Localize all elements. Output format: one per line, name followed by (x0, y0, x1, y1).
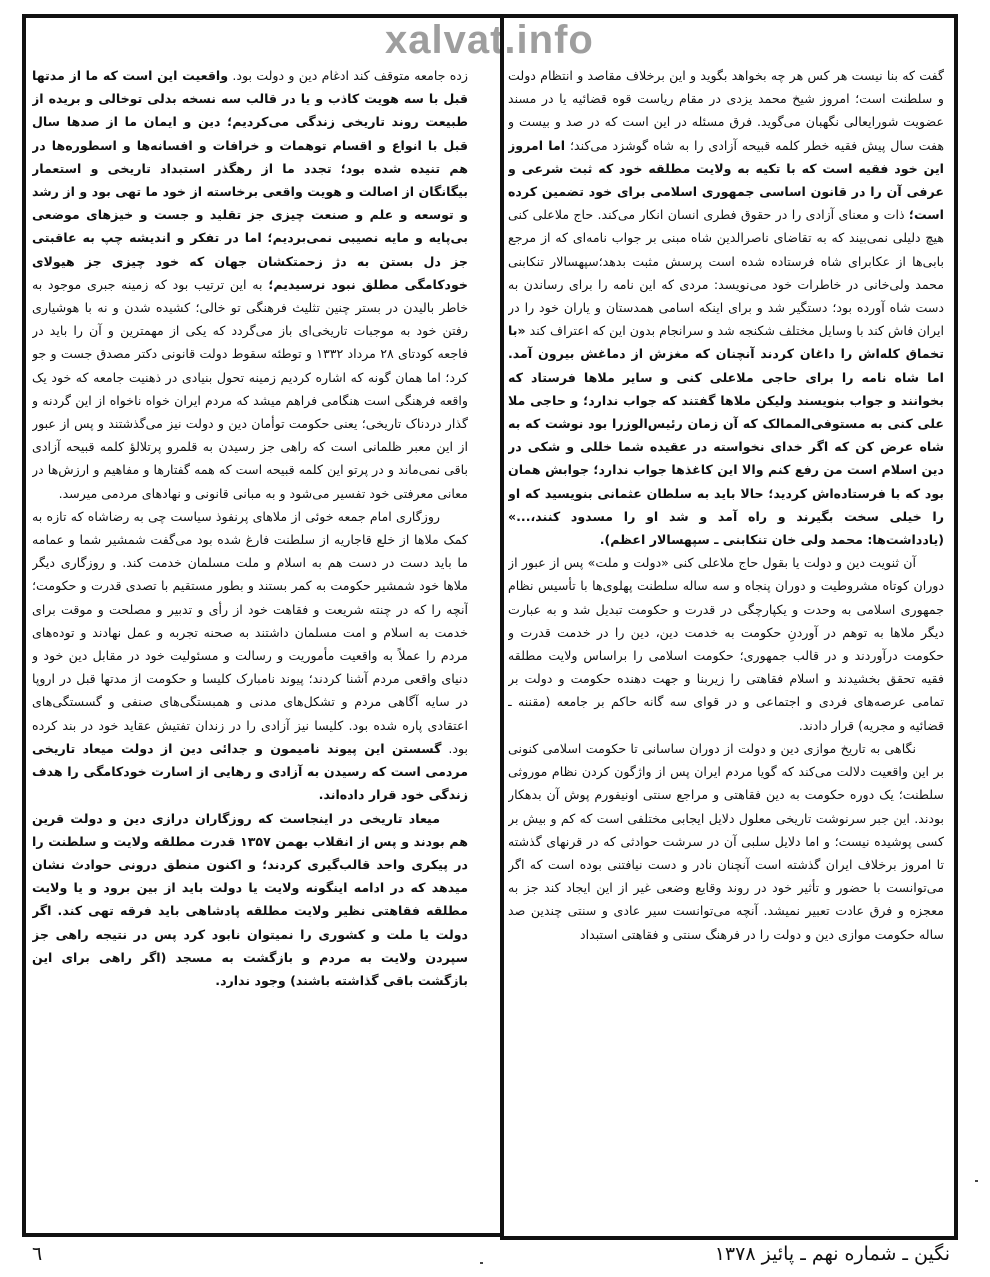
text-run: ذات و معنای آزادی را در حقوق فطری انسان انکار می‌کند. حاج ملاعلی کنی هیچ دلیلی نمی‌بیند که به تقاضای ناصرالدین شاه مبنی بر جواب نامه‌ای که از مرجع بابی‌ها از عکابرای شاه فرستاده شده است پرسش مثبت بدهد؛سپهسالار تنکابنی محمد ولی‌خانی در خاطرات خود می‌نویسد: مردی که این نامه را برای رساندن به دست شاه آورده بود؛ دستگیر شد و برای اینکه اسامی همدستان و یاران خود را در ایران فاش کند با وسایل مختلف شکنجه شد و سرانجام بدون این که اعتراف کند (508, 207, 944, 339)
text-run-bold: گسستن این پیوند نامیمون و جدائی دین از دولت میعاد تاریخی مردمی است که رسیدن به آزادی و رهایی از اسارت خودکامگی را هدف زندگی خود قرار داده‌اند. (32, 740, 468, 803)
scan-speck (975, 1180, 978, 1182)
citation: (یادداشت‌ها: محمد ولی خان تنکابنی ـ سپهسالار اعظم). (599, 532, 944, 548)
text-run-bold: واقعیت این است که ما از مدتها قبل با سه هویت کاذب و یا در قالب سه نسخه بدلی توخالی و بریده از طبیعت روند تاریخی زندگی می‌کردیم؛ دین و ایمان ما از صدها سال قبل با انواع و اقسام توهمات و خرافات و افسانه‌ها و اسطوره‌ها در هم تنیده شده بود؛ تجدد ما از رهگذر استبداد تاریخی و استعمار بیگانگان از اصالت و هویت واقعی برخاسته از خود ما تهی بود و از رشد و توسعه و علم و صنعت چیزی جز تقلید و جست و خیزهای موضعی بی‌پایه و مایه نصیبی نمی‌بردیم؛ اما در تفکر و اندیشه چپ به عاقبتی جز دل بستن به دژ زحمتکشان جهان که خود چیزی جز هیولای خودکامگی مطلق نبود نرسیدیم؛ (32, 68, 468, 292)
paragraph-1 (32, 64, 468, 505)
paragraph-2: آن ثنویت دین و دولت یا بقول حاج ملاعلی کنی «دولت و ملت» پس از عبور از دوران کوتاه مشروطیت و دوران پنجاه و سه ساله سلطنت پهلوی‌ها با تأسیس نظام جمهوری اسلامی به وحدت و یکپارچگی در قدرت و حکومت تبدیل شد و به عبارت دیگر ملاها به توهم در آوردنِ حکومت به خدمت دین، دین را در خدمت قدرت و حکومت درآوردند و در قالب جمهوری؛ حکومت اسلامی را براساس ولایت مطلقه فقیه تحقق بخشیدند و اسلام فقاهتی را زیربنا و جهت دهنده حکومت و دولت بر تمامی عرصه‌های فردی و اجتماعی و در قوای سه گانه حاکم بر جامعه (مقننه ـ قضائیه و مجریه) قرار دادند. (508, 555, 944, 733)
left-column (32, 64, 468, 1232)
scan-speck (480, 1262, 483, 1264)
text-run: به این ترتیب بود که زمینه جبری موجود به خاطر بالیدن در بستر چنین تثلیث فرهنگی تو خالی؛ کشیده شدن و نه با هوشیاری رفتن خود به موجبات تاریخی‌ای باز می‌گردد که یکی از مهمترین و آن را باید در فاجعه کودتای ۲۸ مرداد ۱۳۳۲ و توطئه سقوط دولت قانونی دکتر مصدق جست و جو کرد؛ اما همان گونه که اشاره کردیم زمینه تحول بنیادی در ذهنیت جامعه که خود یک واقعه فرهنگی است هنگامی فراهم میشد که مردم ایران خواه ناخواه از این گردنه و گذار دردناک تاریخی؛ یعنی حکومت توأمان دین و دولت نیز می‌گذشتند و پس از عبور از این معبر ظلمانی است که راهی جز رسیدن به قلمرو پرتلالؤ کلمه قبیحه آزادی باقی نمی‌ماند و در پرتو این کلمه قبیحه است که همه گفتارها و مفاهیم و ارزش‌ها در معانی معرفتی خود تفسیر می‌شود و به مبانی قانونی و نهادهای مردمی میرسد. (32, 276, 468, 501)
quote-bold: «با تخماق کله‌اش را داغان کردند آنچنان که مغزش از دماغش بیرون آمد. اما شاه نامه را برای حاجی ملاعلی کنی و سایر ملاها فرستاد که بخوانند و جواب بنویسند ولیکن ملاها گفتند که جواب ندارد؛ و حاجی ملا علی کنی به مستوفی‌الممالک که آن زمان رئیس‌الوزرا بود نوشت که به شاه عرض کن که اگر خدای نخواسته در عقیده شما خللی و شکی در دین اسلام است من رفع کنم والا این کاغذها جواب ندارد؛ جوابش همان بود که با فرستاده‌اش کردید؛ حالا باید به سلطان عثمانی بنویسید که او را خیلی سخت بگیرند و راه آمد و شد او را مسدود کنند،...» (508, 323, 944, 524)
paragraph-3: نگاهی به تاریخ موازی دین و دولت از دوران ساسانی تا حکومت اسلامی کنونی بر این واقعیت دلالت می‌کند که گویا مردم ایران پس از واژگون کردن نظام موروثی سلطنت؛ یک دوره حکومت به دین فقاهتی و مراجع سنتی اونیفورم پوش آن بدهکار بودند. این جبر سرنوشت تاریخی معلول دلایل ایجابی مختلفی است که کم و بیش بر کسی پوشیده نیست؛ و اما دلایل سلبی آن در سرشت حوادثی که در قرنهای گذشته تا امروز برخلاف ایران گذشته است آنچنان نادر و دست نیافتنی بوده است که اگر می‌توانست با حضور و تأثیر خود در روند وقایع وضعی غیر از این ایجاد کند جز به معجزه و فرق عادت تعبیر نمیشد. آنچه می‌توانست سیر عادی و سنتی چندین صد ساله حکومت موازی دین و دولت را در فرهنگ سنتی و فقاهتی استبداد (508, 740, 944, 942)
paragraph-1 (508, 64, 944, 551)
right-column (508, 64, 944, 1232)
page-number: ٦ (32, 1243, 43, 1265)
paragraph-3: میعاد تاریخی در اینجاست که روزگاران درازی دین و دولت قرین هم بودند و پس از انقلاب بهمن ۱۳۵۷ قدرت مطلقه ولایت و سلطنت را در پیکری واحد قالب‌گیری کردند؛ و اکنون منطق درونی حوادث نشان میدهد که در ادامه اینگونه ولایت یا دولت باید از بین برود و یا ولایت مطلقه فقاهتی نظیر ولایت مطلقه پادشاهی باید فرقه تهی کند. اگر دولت یا ملت و کشوری را نمیتوان نابود کرد پس در نتیجه راهی جز سپردن ولایت به مردم و بازگشت به مسجد (اگر راهی برای این بازگشت باقی گذاشته باشند) وجود ندارد. (32, 810, 468, 988)
watermark: xalvat.info (385, 18, 594, 62)
paragraph-2 (32, 505, 468, 807)
publication-footer: نگین ـ شماره نهم ـ پائیز ۱۳۷۸ (714, 1243, 950, 1265)
text-run: زده جامعه متوقف کند ادغام دین و دولت بود. (232, 68, 468, 83)
text-run: گفت که بنا نیست هر کس هر چه بخواهد بگوید و این برخلاف مقاصد و انتظام دولت و سلطنت است؛ امروز شیخ محمد یزدی در مقام ریاست قوه قضائیه یا در مسند عضویت شورایعالی نگهبان می‌گوید. فرق مسئله در این است که در صد و بیست و هفت سال پیش فقیه خطر کلمه قبیحه آزادی را به شاه گوشزد می‌کند؛ (508, 68, 944, 153)
text-run: روزگاری امام جمعه خوئی از ملاهای پرنفوذ سیاست چی به رضاشاه که تازه به کمک ملاها از خلع قاجاریه از سلطنت فارغ شده بود می‌گفت شمشیر شما و عمامه ما باید دست در دست هم به اسلام و ملت مسلمان خدمت کند. و روزگاری دیگر ملاها خود شمشیر حکومت به کمر بستند و بطور مستقیم با تصدی قدرت و حکومت؛ آنچه را که در چنته شریعت و فقاهت خود از رأی و تدبیر و مصلحت و موقت برای خدمت به اسلام و امت مسلمان داشتند به صحنه تجربه و عمل نهادند و توده‌های مردم را عملاً به واقعیت مأموریت و رسالت و مسئولیت خود در مقابل دین خود و دنیای واقعی مردم آشنا کردند؛ پیوند نامبارک کلیسا و حکومت از مدتها قبل در اروپا در سایه آگاهی مردم و تشکل‌های مدنی و همبستگی‌های صنفی و گسستگی‌های اعتقادی پاره شده بود. کلیسا نیز آزادی را در زندان تفتیش عقاید خود در بند کرده بود. (32, 508, 468, 756)
text-run-bold: اما امروز این خود فقیه است که با تکیه به ولایت مطلقه خود که ثبت شرعی و عرفی آن را در قانون اساسی جمهوری اسلامی برای خود تضمین کرده است؛ (508, 137, 944, 223)
